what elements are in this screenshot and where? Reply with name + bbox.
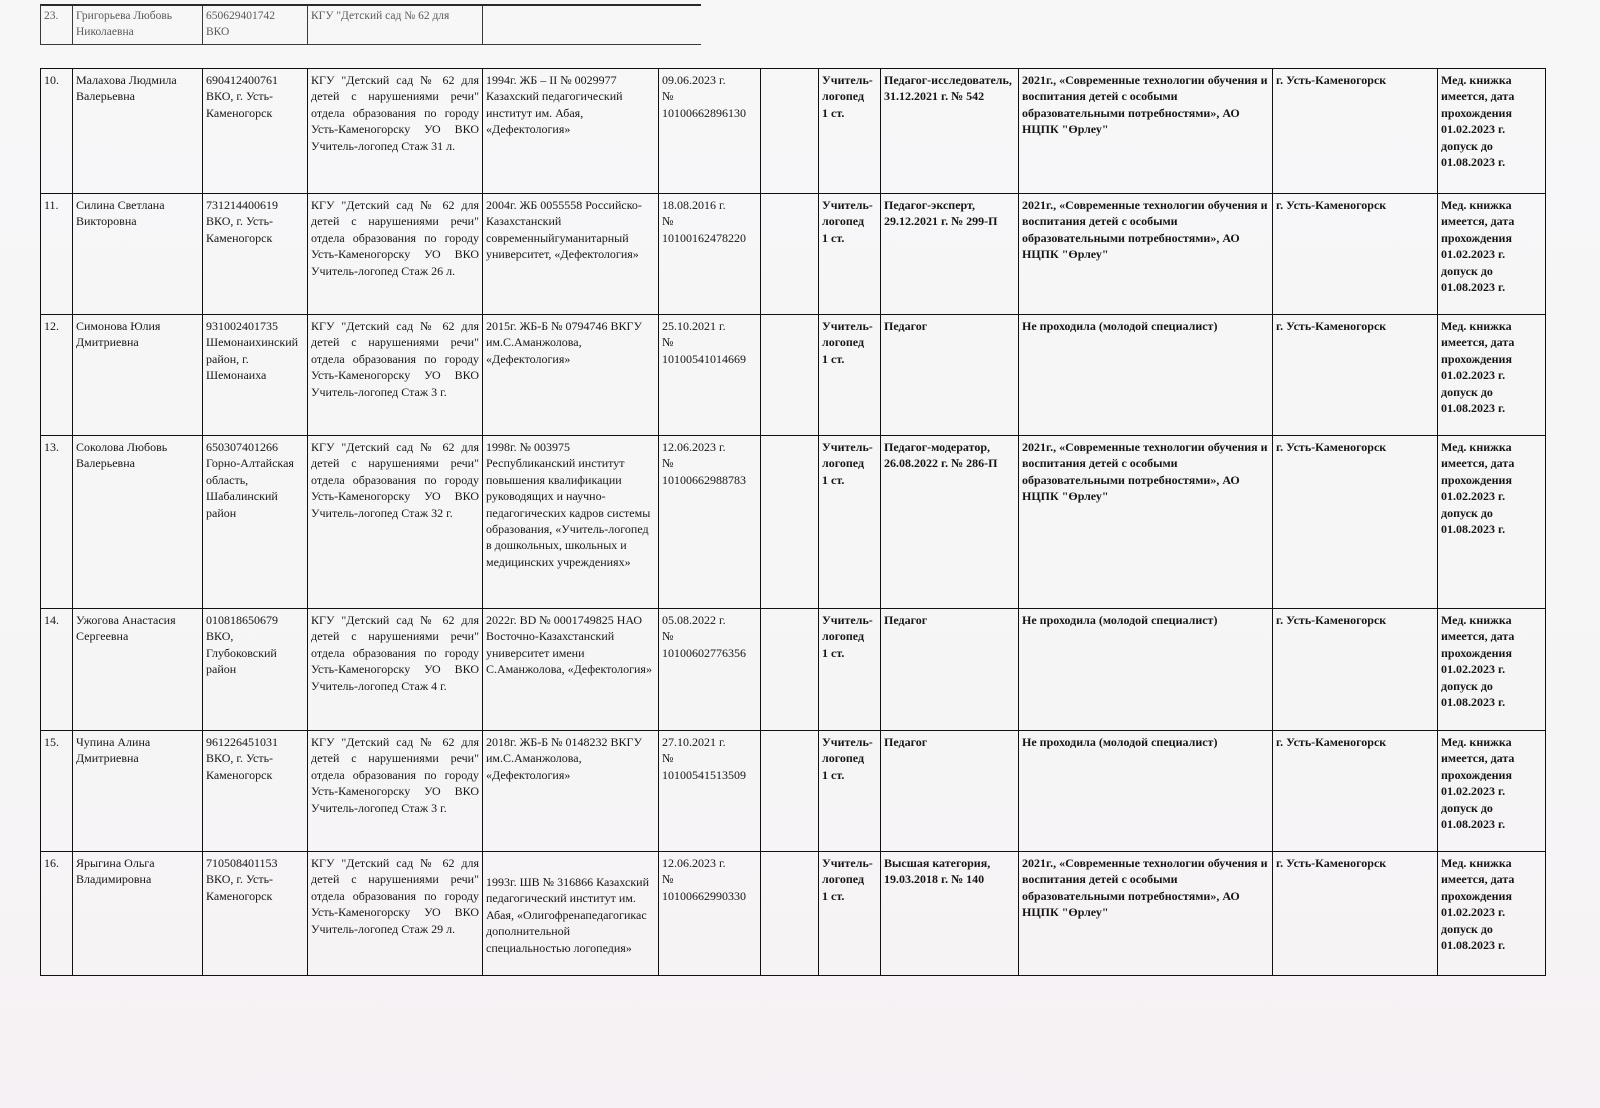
birthplace: Горно-Алтайская область, Шабалинский район [206,456,294,520]
category: Педагог-модератор, 26.08.2022 г. № 286-П [884,440,998,471]
certificate-number-sign: № [662,89,674,104]
position: Учитель-логопед [822,73,873,104]
certificate-date: 27.10.2021 г. [662,735,726,749]
iin: 710508401153 [206,856,278,870]
position-cell [819,69,881,194]
table-row [41,609,1546,731]
position-cell [819,609,881,731]
category: Педагог-эксперт, 29.12.2021 г. № 299-П [884,198,998,229]
education-cell [483,315,659,436]
number-cell [41,731,73,852]
category-cell [881,731,1019,852]
name-cell [73,194,203,315]
birthplace: Шемонаихинский район, г. Шемонаиха [206,335,299,383]
iin-cell [203,436,308,609]
education-cell [483,852,659,976]
medical-cell [1438,69,1546,194]
table-row [41,731,1546,852]
workplace-cell [308,6,483,44]
birthplace: ВКО, г. Усть-Каменогорск [206,89,274,120]
certificate-number-sign: № [662,872,674,887]
courses: 2021г., «Современные технологии обучения и воспитания детей с особыми образовательными потребностями», АО НЦПК "Өрлеу" [1022,73,1268,137]
table-row [41,315,1546,436]
blank-cell [761,69,819,194]
education: 1998г. № 003975 Республиканский институт повышения квалификации руководящих и научно-педагогических кадров системы образования, «Учитель-логопед в дошкольных, школьных и медицинских учреждениях» [486,440,651,569]
certificate-date: 05.08.2022 г. [662,613,726,627]
certificate-number: 10100662988783 [662,472,746,487]
certificate-number-sign: № [662,214,674,229]
education: 1993г. ШВ № 316866 Казахский педагогический институт им. Абая, «Олигофренапедагогикас дополнительной специальностью логопедия» [486,875,650,955]
workplace-cell [308,194,483,315]
medical-record: Мед. книжка имеется, дата прохождения 01.02.2023 г. допуск до 01.08.2023 г. [1441,440,1515,537]
workplace-cell [308,436,483,609]
medical-record: Мед. книжка имеется, дата прохождения 01.02.2023 г. допуск до 01.08.2023 г. [1441,319,1515,416]
employee-name: Ярыгина Ольга Владимировна [76,856,155,887]
number-cell [41,194,73,315]
courses-cell [1019,315,1273,436]
courses-cell [1019,436,1273,609]
number-cell [41,69,73,194]
workplace: КГУ "Детский сад № 62 для детей с нарушениями речи" отдела образования по городу Усть-Каменогорску УО ВКО Учитель-логопед Стаж 32 г. [311,440,479,520]
category: Педагог [884,735,928,749]
medical-record: Мед. книжка имеется, дата прохождения 01.02.2023 г. допуск до 01.08.2023 г. [1441,73,1515,170]
number-cell [41,609,73,731]
row-number: 11. [44,198,59,212]
employee-name: Ужогова Анастасия Сергеевна [76,613,176,644]
city: г. Усть-Каменогорск [1276,735,1387,749]
rate: 1 ст. [822,888,845,903]
position: Учитель-логопед [822,440,873,471]
position: Учитель-логопед [822,319,873,350]
city: г. Усть-Каменогорск [1276,613,1387,627]
name-cell [73,6,203,44]
certificate-number-sign: № [662,456,674,471]
table-row [41,69,1546,194]
iin-cell [203,6,308,44]
city-cell [1273,852,1438,976]
employee-name: Соколова Любовь Валерьевна [76,440,168,471]
position: Учитель-логопед [822,735,873,766]
staff-table [40,68,1546,976]
table-body [41,69,1546,976]
certificate-number: 10100162478220 [662,230,746,245]
medical-cell [1438,194,1546,315]
courses: Не проходила (молодой специалист) [1022,319,1218,333]
workplace: КГУ "Детский сад № 62 для детей с нарушениями речи" отдела образования по городу Усть-Каменогорску УО ВКО Учитель-логопед Стаж 31 л. [311,73,479,153]
city-cell [1273,609,1438,731]
iin-cell [203,69,308,194]
blank-cell [761,194,819,315]
birthplace: ВКО [206,26,230,38]
name-cell [73,609,203,731]
education-cell [483,609,659,731]
certificate-date: 18.08.2016 г. [662,198,726,212]
number-cell [41,315,73,436]
education-cell [483,69,659,194]
category: Педагог [884,319,928,333]
certificate-number-sign: № [662,751,674,766]
name-cell [73,852,203,976]
city: г. Усть-Каменогорск [1276,73,1387,87]
courses: 2021г., «Современные технологии обучения и воспитания детей с особыми образовательными потребностями», АО НЦПК "Өрлеу" [1022,198,1268,262]
row-number: 10. [44,73,59,87]
name-cell [73,69,203,194]
iin: 010818650679 [206,613,278,627]
iin: 731214400619 [206,198,278,212]
workplace-cell [308,852,483,976]
certificate-number: 10100662896130 [662,105,746,120]
name-cell [73,315,203,436]
medical-cell [1438,315,1546,436]
rate: 1 ст. [822,230,845,245]
workplace-cell [308,731,483,852]
iin-cell [203,194,308,315]
medical-record: Мед. книжка имеется, дата прохождения 01.02.2023 г. допуск до 01.08.2023 г. [1441,198,1515,295]
education-cell [483,731,659,852]
education: 2015г. ЖБ-Б № 0794746 ВКГУ им.С.Аманжолова, «Дефектология» [486,319,642,366]
city-cell [1273,436,1438,609]
blank-cell [761,436,819,609]
certificate-cell [659,315,761,436]
courses-cell [1019,731,1273,852]
certificate-date: 12.06.2023 г. [662,856,726,870]
city-cell [1273,194,1438,315]
position: Учитель-логопед [822,613,873,644]
courses-cell [1019,69,1273,194]
workplace: КГУ "Детский сад № 62 для детей с нарушениями речи" отдела образования по городу Усть-Каменогорску УО ВКО Учитель-логопед Стаж 3 г. [311,735,479,815]
iin: 650307401266 [206,440,278,454]
medical-cell [1438,852,1546,976]
employee-name: Силина Светлана Викторовна [76,198,165,229]
position-cell [819,436,881,609]
blank-cell [761,609,819,731]
iin-cell [203,609,308,731]
city: г. Усть-Каменогорск [1276,856,1387,870]
courses-cell [1019,194,1273,315]
row-number: 14. [44,613,59,627]
education-cell [483,436,659,609]
certificate-number-sign: № [662,629,674,644]
medical-record: Мед. книжка имеется, дата прохождения 01.02.2023 г. допуск до 01.08.2023 г. [1441,856,1515,953]
table-row [41,852,1546,976]
courses-cell [1019,852,1273,976]
certificate-date: 25.10.2021 г. [662,319,726,333]
row-number: 16. [44,856,59,870]
iin: 931002401735 [206,319,278,333]
iin: 690412400761 [206,73,278,87]
birthplace: ВКО, г. Усть-Каменогорск [206,214,274,245]
iin: 961226451031 [206,735,278,749]
category: Педагог-исследователь, 31.12.2021 г. № 542 [884,73,1012,104]
category: Высшая категория, 19.03.2018 г. № 140 [884,856,991,887]
category-cell [881,194,1019,315]
rate: 1 ст. [822,105,845,120]
position: Учитель-логопед [822,856,873,887]
medical-cell [1438,731,1546,852]
certificate-cell [659,609,761,731]
table-row [41,436,1546,609]
blank-cell [761,731,819,852]
certificate-date: 12.06.2023 г. [662,440,726,454]
city-cell [1273,731,1438,852]
position-cell [819,852,881,976]
position-cell [819,194,881,315]
iin-cell [203,315,308,436]
number-cell [41,436,73,609]
certificate-number: 10100541014669 [662,351,746,366]
employee-name: Малахова Людмила Валерьевна [76,73,177,104]
medical-record: Мед. книжка имеется, дата прохождения 01.02.2023 г. допуск до 01.08.2023 г. [1441,613,1515,710]
workplace: КГУ "Детский сад № 62 для детей с нарушениями речи" отдела образования по городу Усть-Каменогорску УО ВКО Учитель-логопед Стаж 26 л. [311,198,479,278]
workplace: КГУ "Детский сад № 62 для [311,10,450,22]
certificate-number: 10100662990330 [662,888,746,903]
position-cell [819,315,881,436]
iin-cell [203,731,308,852]
category-cell [881,315,1019,436]
workplace-cell [308,609,483,731]
blank-cell [761,315,819,436]
workplace: КГУ "Детский сад № 62 для детей с нарушениями речи" отдела образования по городу Усть-Каменогорску УО ВКО Учитель-логопед Стаж 3 г. [311,319,479,399]
certificate-number: 10100602776356 [662,645,746,660]
workplace: КГУ "Детский сад № 62 для детей с нарушениями речи" отдела образования по городу Усть-Каменогорску УО ВКО Учитель-логопед Стаж 4 г. [311,613,479,693]
courses-cell [1019,609,1273,731]
blank-cell [761,852,819,976]
workplace: КГУ "Детский сад № 62 для детей с нарушениями речи" отдела образования по городу Усть-Каменогорску УО ВКО Учитель-логопед Стаж 29 л. [311,856,479,936]
medical-cell [1438,609,1546,731]
education: 1994г. ЖБ – II № 0029977 Казахский педагогический институт им. Абая, «Дефектология» [486,73,623,137]
courses: Не проходила (молодой специалист) [1022,735,1218,749]
city: г. Усть-Каменогорск [1276,198,1387,212]
certificate-cell [659,436,761,609]
rate: 1 ст. [822,645,845,660]
medical-cell [1438,436,1546,609]
city-cell [1273,69,1438,194]
certificate-cell [659,69,761,194]
courses: Не проходила (молодой специалист) [1022,613,1218,627]
education: 2022г. BD № 0001749825 НАО Восточно-Казахстанский университет имени С.Аманжолова, «Дефектология» [486,613,652,677]
courses: 2021г., «Современные технологии обучения и воспитания детей с особыми образовательными потребностями», АО НЦПК "Өрлеу" [1022,856,1268,920]
certificate-number: 10100541513509 [662,767,746,782]
iin-cell [203,852,308,976]
education: 2018г. ЖБ-Б № 0148232 ВКГУ им.С.Аманжолова, «Дефектология» [486,735,642,782]
rate: 1 ст. [822,351,845,366]
category-cell [881,69,1019,194]
certificate-date: 09.06.2023 г. [662,73,726,87]
certificate-cell [659,852,761,976]
birthplace: ВКО, Глубоковский район [206,629,277,677]
category-cell [881,852,1019,976]
education-cell [483,194,659,315]
table-row [41,194,1546,315]
certificate-cell [659,731,761,852]
city: г. Усть-Каменогорск [1276,319,1387,333]
position: Учитель-логопед [822,198,873,229]
category-cell [881,436,1019,609]
employee-name: Григорьева Любовь Николаевна [76,10,173,38]
iin: 650629401742 [206,10,275,22]
employee-name: Чупина Алина Дмитриевна [76,735,151,766]
workplace-cell [308,69,483,194]
row-number: 13. [44,440,59,454]
birthplace: ВКО, г. Усть-Каменогорск [206,751,274,782]
row-number: 23. [44,10,59,22]
number-cell [41,6,73,44]
name-cell [73,731,203,852]
certificate-number-sign: № [662,335,674,350]
rate: 1 ст. [822,767,845,782]
number-cell [41,852,73,976]
education-cell [483,6,701,44]
education: 2004г. ЖБ 0055558 Российско-Казахстанский современныйгуманитарный университет, «Дефектология» [486,198,642,262]
city-cell [1273,315,1438,436]
category: Педагог [884,613,928,627]
position-cell [819,731,881,852]
category-cell [881,609,1019,731]
employee-name: Симонова Юлия Дмитриевна [76,319,161,350]
name-cell [73,436,203,609]
row-number: 15. [44,735,59,749]
workplace-cell [308,315,483,436]
certificate-cell [659,194,761,315]
city: г. Усть-Каменогорск [1276,440,1387,454]
courses: 2021г., «Современные технологии обучения и воспитания детей с особыми образовательными потребностями», АО НЦПК "Өрлеу" [1022,440,1268,504]
partial-previous-row [40,4,701,45]
birthplace: ВКО, г. Усть-Каменогорск [206,872,274,903]
medical-record: Мед. книжка имеется, дата прохождения 01.02.2023 г. допуск до 01.08.2023 г. [1441,735,1515,832]
rate: 1 ст. [822,472,845,487]
row-number: 12. [44,319,59,333]
